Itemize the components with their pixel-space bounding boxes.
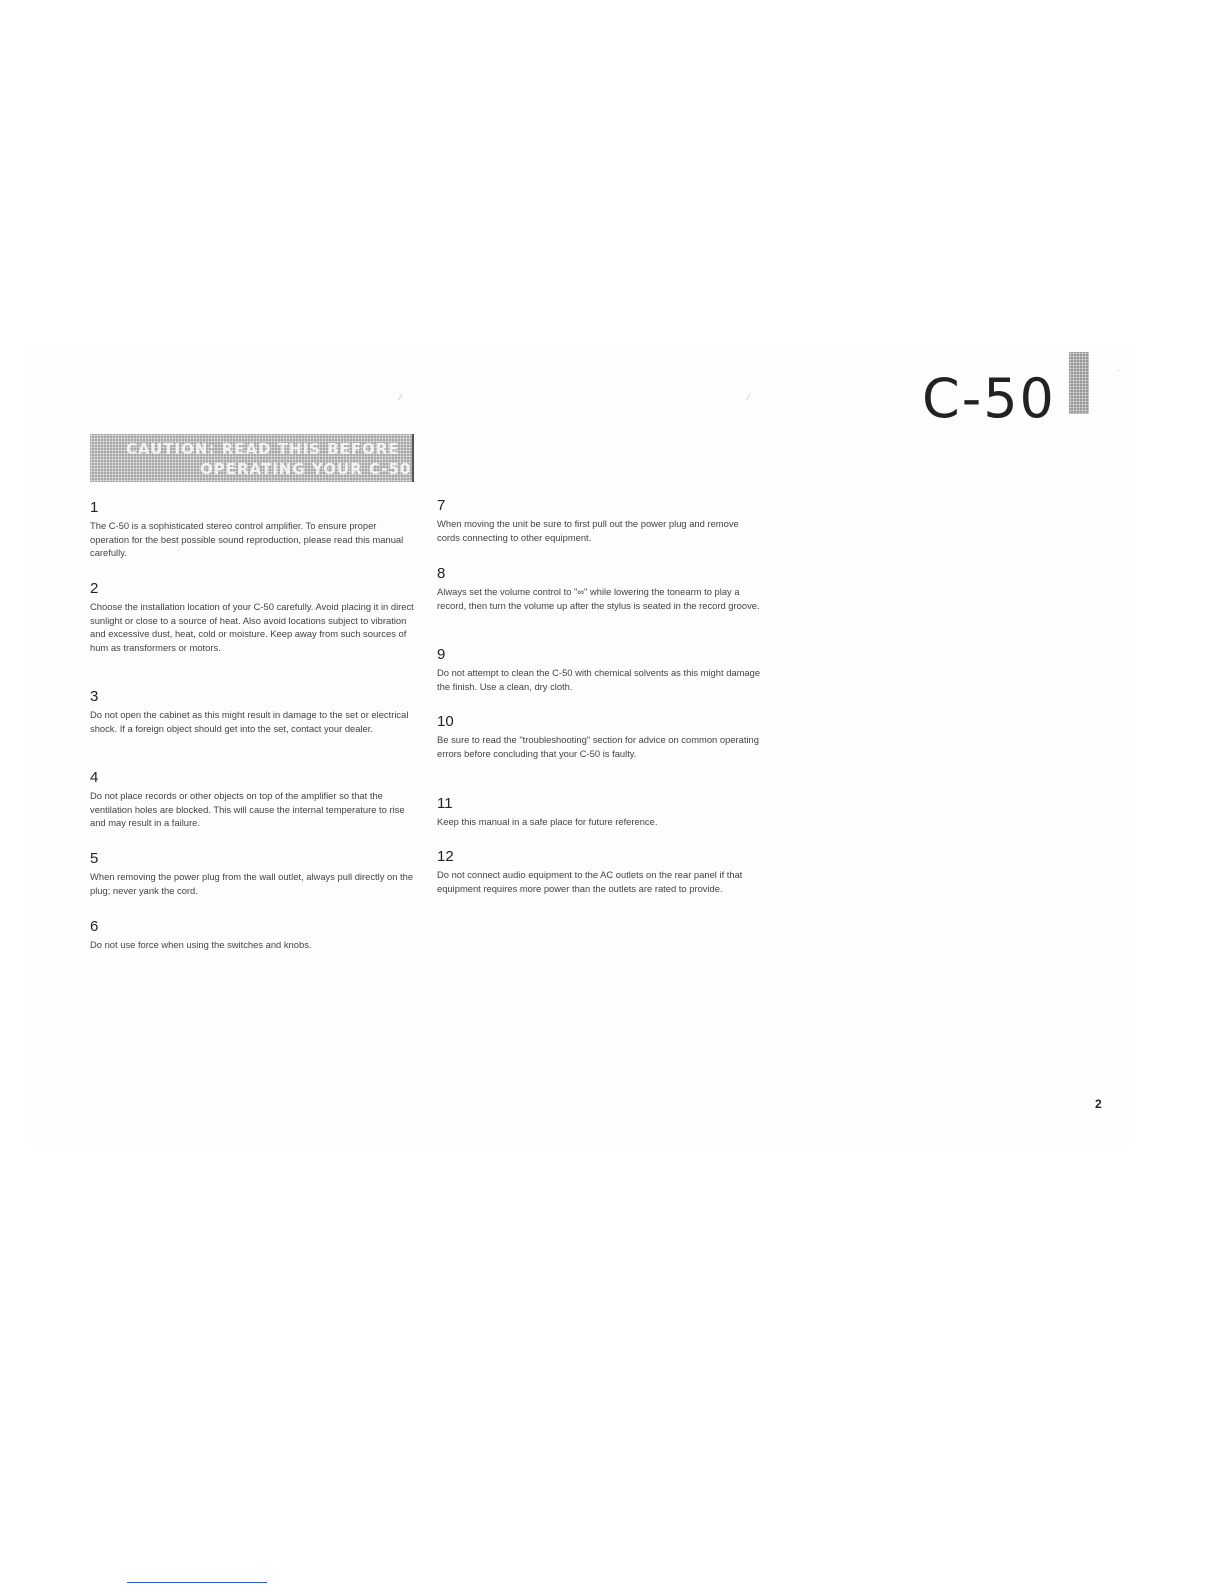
item-number: 10 [437,713,454,730]
item-text: When moving the unit be sure to first pull out the power plug and remove cords connecting to other equipment. [437,518,739,543]
item-number: 7 [437,497,446,514]
caution-item [437,848,763,895]
caution-banner [90,434,414,482]
scan-speck: · [1117,365,1120,375]
model-title-accent-block [1069,352,1089,414]
item-text: When removing the power plug from the wall outlet, always pull directly on the plug; never yank the cord. [90,871,414,896]
page-number: 2 [1095,1097,1102,1111]
item-text: Always set the volume control to "∞" while lowering the tonearm to play a record, then turn the volume up after the stylus is seated in the record groove. [437,586,760,611]
item-number: 3 [90,688,99,705]
item-text: Do not connect audio equipment to the AC outlets on the rear panel if that equipment requires more power than the outlets are rated to provide. [437,869,743,894]
caution-item [437,497,763,544]
item-number: 6 [90,918,99,935]
item-text: Keep this manual in a safe place for future reference. [437,816,658,827]
item-text: Do not open the cabinet as this might result in damage to the set or electrical shock. If a foreign object should get into the set, contact your dealer. [90,709,409,734]
caution-item [90,499,416,560]
bottom-rule [127,1582,267,1583]
caution-item [437,646,763,693]
scan-speck: ⁄ [748,392,750,402]
item-text: Do not attempt to clean the C-50 with chemical solvents as this might damage the finish. Use a clean, dry cloth. [437,667,761,692]
caution-heading-line-1: CAUTION: READ THIS BEFORE [126,440,400,458]
item-number: 12 [437,848,454,865]
item-number: 11 [437,795,453,812]
item-number: 5 [90,850,99,867]
caution-item [90,688,416,735]
item-number: 4 [90,769,99,786]
caution-heading-line-2: OPERATING YOUR C-50 [200,460,412,478]
item-number: 1 [90,499,99,516]
caution-item [437,795,763,829]
item-number: 8 [437,565,446,582]
caution-item [90,769,416,830]
item-number: 9 [437,646,446,663]
caution-item [90,580,416,654]
item-text: Be sure to read the "troubleshooting" section for advice on common operating errors before concluding that your C-50 is faulty. [437,734,759,759]
caution-item [90,918,416,952]
model-title: C-50 [922,367,1056,430]
caution-item [90,850,416,897]
item-text: Choose the installation location of your C-50 carefully. Avoid placing it in direct sunlight or close to a source of heat. Also avoid locations subject to vibration and excessive dust, heat, cold or moisture. Keep away from such sources of hum as transformers or motors. [90,601,414,653]
caution-item [437,713,763,760]
item-text: The C-50 is a sophisticated stereo control amplifier. To ensure proper operation for the best possible sound reproduction, please read this manual carefully. [90,520,404,558]
item-text: Do not place records or other objects on top of the amplifier so that the ventilation holes are blocked. This will cause the internal temperature to rise and may result in a failure. [90,790,405,828]
scan-speck: ⁄ [400,392,402,402]
item-number: 2 [90,580,99,597]
caution-item [437,565,763,612]
item-text: Do not use force when using the switches and knobs. [90,939,312,950]
